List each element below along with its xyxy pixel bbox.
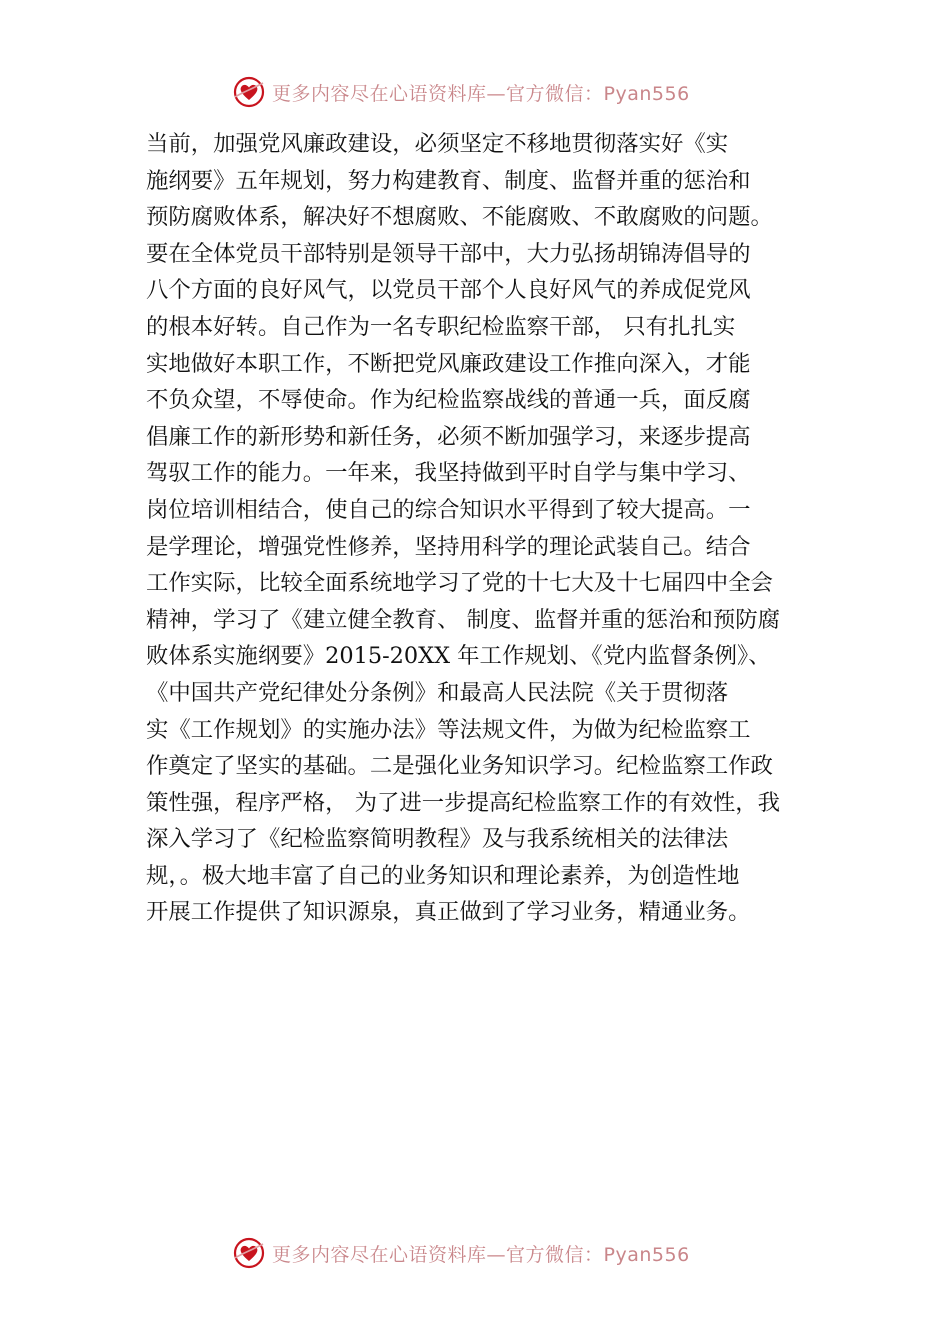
text-line: 开展工作提供了知识源泉，真正做到了学习业务，精通业务。 (146, 899, 751, 926)
text-line: 精神，学习了《建立健全教育、 制度、监督并重的惩治和预防腐 (146, 606, 781, 633)
text-line: 深入学习了《纪检监察简明教程》及与我系统相关的法律法 (146, 826, 729, 853)
text-line: 施纲要》五年规划，努力构建教育、制度、监督并重的惩治和 (146, 167, 751, 194)
footer-banner (232, 1233, 732, 1273)
body-paragraph (146, 126, 836, 931)
text-line: 不负众望，不辱使命。作为纪检监察战线的普通一兵，面反腐 (146, 387, 751, 414)
text-line: 作奠定了坚实的基础。二是强化业务知识学习。纪检监察工作政 (146, 753, 773, 780)
heart-logo-icon (232, 1236, 266, 1270)
text-line: 预防腐败体系，解决好不想腐败、不能腐败、不敢腐败的问题。 (146, 204, 773, 231)
text-line: 败体系实施纲要》2015-20XX 年工作规划、《党内监督条例》、 (146, 643, 771, 670)
header-banner (232, 72, 732, 112)
text-line: 的根本好转。自己作为一名专职纪检监察干部， 只有扎扎实 (146, 313, 736, 340)
footer-banner-text: 更多内容尽在心语资料库—官方微信：Pyan556 (272, 1243, 690, 1266)
text-line: 八个方面的良好风气，以党员干部个人良好风气的养成促党风 (146, 277, 751, 304)
text-line: 实地做好本职工作，不断把党风廉政建设工作推向深入，才能 (146, 350, 751, 377)
text-line: 《中国共产党纪律处分条例》和最高人民法院《关于贯彻落 (146, 679, 729, 706)
text-line: 策性强，程序严格， 为了进一步提高纪检监察工作的有效性，我 (146, 789, 781, 816)
text-line: 要在全体党员干部特别是领导干部中，大力弘扬胡锦涛倡导的 (146, 240, 751, 267)
footer-wechat-id: Pyan556 (603, 1243, 690, 1266)
heart-logo-icon (232, 75, 266, 109)
text-line: 岗位培训相结合，使自己的综合知识水平得到了较大提高。一 (146, 496, 751, 523)
text-line: 当前，加强党风廉政建设，必须坚定不移地贯彻落实好《实 (146, 131, 729, 157)
text-line: 是学理论，增强党性修养，坚持用科学的理论武装自己。结合 (146, 533, 751, 560)
text-line: 驾驭工作的能力。一年来，我坚持做到平时自学与集中学习、 (146, 460, 751, 487)
text-line: 规，。极大地丰富了自己的业务知识和理论素养，为创造性地 (146, 862, 740, 889)
text-line: 倡廉工作的新形势和新任务，必须不断加强学习，来逐步提高 (146, 423, 751, 450)
text-line: 工作实际，比较全面系统地学习了党的十七大及十七届四中全会 (146, 570, 773, 597)
header-wechat-id: Pyan556 (603, 82, 690, 105)
header-banner-text: 更多内容尽在心语资料库—官方微信：Pyan556 (272, 82, 690, 105)
text-line: 实《工作规划》的实施办法》等法规文件，为做为纪检监察工 (146, 716, 751, 743)
